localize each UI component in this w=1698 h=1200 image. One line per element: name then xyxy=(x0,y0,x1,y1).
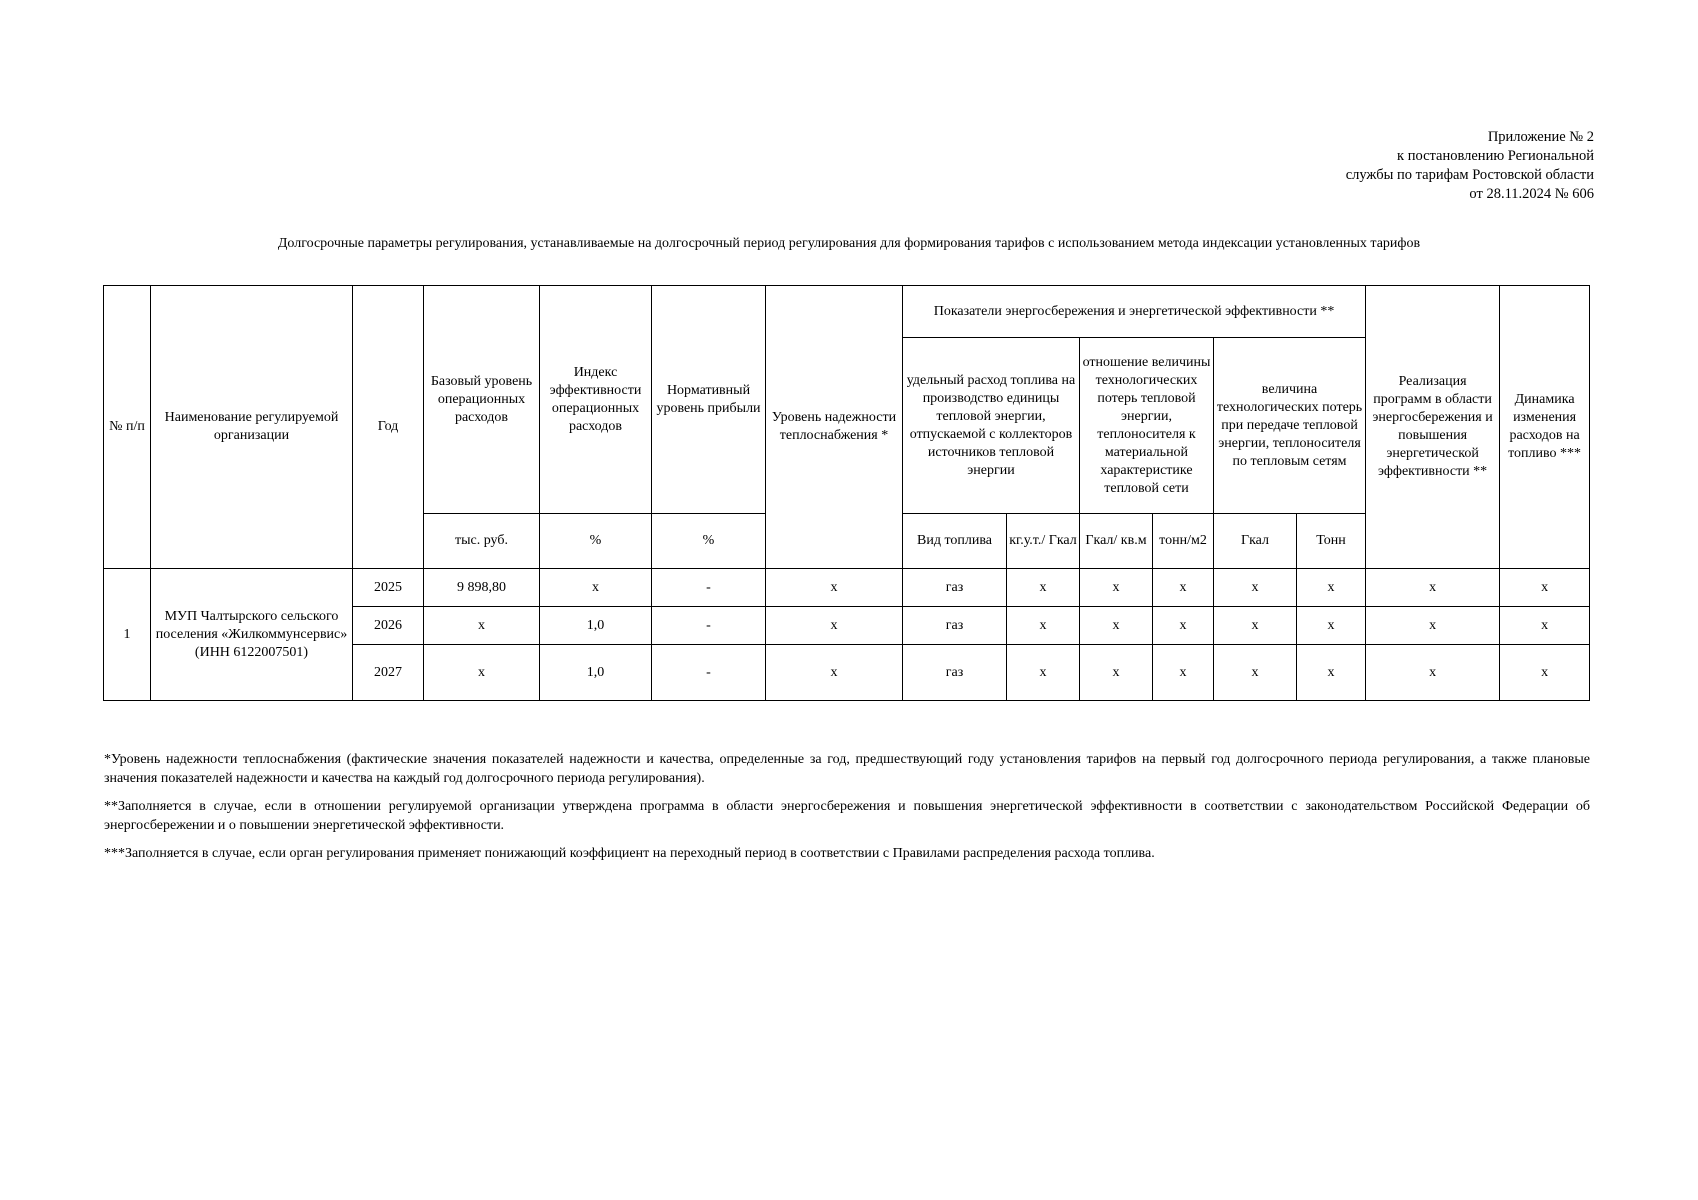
unit-gcal-m: Гкал/ кв.м xyxy=(1080,514,1153,569)
unit-kgut: кг.у.т./ Гкал xyxy=(1007,514,1080,569)
unit-profit-level: % xyxy=(652,514,766,569)
regulation-parameters-table xyxy=(103,285,1590,701)
cell-kgut: х xyxy=(1007,569,1080,607)
appendix-date: от 28.11.2024 № 606 xyxy=(1469,186,1594,202)
cell-reliability: х xyxy=(766,569,903,607)
header-specific-fuel: удельный расход топлива на производство единицы тепловой энергии, отпускаемой с коллекторов источников тепловой энергии xyxy=(903,338,1080,514)
cell-ton-m2: х xyxy=(1153,645,1214,701)
cell-profit-level: - xyxy=(652,607,766,645)
footnotes xyxy=(104,750,1590,872)
cell-gcal-m: х xyxy=(1080,569,1153,607)
unit-tonn: Тонн xyxy=(1297,514,1366,569)
header-loss-ratio: отношение величины технологических потерь тепловой энергии, теплоносителя к материальной характеристике тепловой сети xyxy=(1080,338,1214,514)
cell-profit-level: - xyxy=(652,569,766,607)
cell-ton-m2: х xyxy=(1153,569,1214,607)
header-num: № п/п xyxy=(104,286,151,569)
cell-base-level: х xyxy=(424,607,540,645)
table-row xyxy=(104,569,1590,607)
appendix-reference xyxy=(1346,128,1594,204)
cell-efficiency-index: х xyxy=(540,569,652,607)
footnote-reliability: *Уровень надежности теплоснабжения (фактические значения показателей надежности и качества, определенные за год, предшествующий году установления тарифов на первый год долгосрочного периода регулирования, а также плановые значения показателей надежности и качества на каждый год долгосрочного периода регулирования). xyxy=(104,752,1590,786)
cell-kgut: х xyxy=(1007,607,1080,645)
cell-gcal: х xyxy=(1214,569,1297,607)
unit-efficiency-index: % xyxy=(540,514,652,569)
header-reliability: Уровень надежности теплоснабжения * xyxy=(766,286,903,569)
header-profit-level: Нормативный уровень прибыли xyxy=(652,286,766,514)
header-base-level: Базовый уровень операционных расходов xyxy=(424,286,540,514)
unit-ton-m2: тонн/м2 xyxy=(1153,514,1214,569)
header-fuel-dynamics: Динамика изменения расходов на топливо *** xyxy=(1500,286,1590,569)
cell-ton-m2: х xyxy=(1153,607,1214,645)
cell-fuel-type: газ xyxy=(903,607,1007,645)
cell-year: 2026 xyxy=(353,607,424,645)
appendix-authority: службы по тарифам Ростовской области xyxy=(1345,167,1594,183)
cell-base-level: х xyxy=(424,645,540,701)
cell-tonn: х xyxy=(1297,607,1366,645)
footnote-energy-program: **Заполняется в случае, если в отношении регулируемой организации утверждена программа в области энергосбережения и повышения энергетической эффективности в соответствии с законодательством Российской Федерации об энергосбережении и о повышении энергетической эффективности. xyxy=(104,799,1590,833)
cell-programs: х xyxy=(1366,569,1500,607)
cell-base-level: 9 898,80 xyxy=(424,569,540,607)
cell-tonn: х xyxy=(1297,569,1366,607)
header-org: Наименование регулируемой организации xyxy=(151,286,353,569)
cell-programs: х xyxy=(1366,645,1500,701)
org-name: МУП Чалтырского сельского поселения «Жилкоммунсервис» (ИНН 6122007501) xyxy=(151,569,353,701)
appendix-resolution: к постановлению Региональной xyxy=(1397,148,1594,164)
cell-kgut: х xyxy=(1007,645,1080,701)
cell-reliability: х xyxy=(766,645,903,701)
cell-gcal-m: х xyxy=(1080,607,1153,645)
cell-fuel-dynamics: х xyxy=(1500,645,1590,701)
unit-gcal: Гкал xyxy=(1214,514,1297,569)
org-number: 1 xyxy=(104,569,151,701)
unit-fuel-type: Вид топлива xyxy=(903,514,1007,569)
cell-fuel-type: газ xyxy=(903,645,1007,701)
footnote-fuel-coefficient: ***Заполняется в случае, если орган регулирования применяет понижающий коэффициент на переходный период в соответствии с Правилами распределения расхода топлива. xyxy=(104,846,1155,861)
header-programs: Реализация программ в области энергосбережения и повышения энергетической эффективности ** xyxy=(1366,286,1500,569)
unit-base-level: тыс. руб. xyxy=(424,514,540,569)
cell-reliability: х xyxy=(766,607,903,645)
cell-gcal-m: х xyxy=(1080,645,1153,701)
cell-efficiency-index: 1,0 xyxy=(540,607,652,645)
cell-gcal: х xyxy=(1214,607,1297,645)
cell-year: 2025 xyxy=(353,569,424,607)
cell-year: 2027 xyxy=(353,645,424,701)
header-year: Год xyxy=(353,286,424,569)
header-energy-group: Показатели энергосбережения и энергетической эффективности ** xyxy=(903,286,1366,338)
cell-profit-level: - xyxy=(652,645,766,701)
cell-tonn: х xyxy=(1297,645,1366,701)
cell-fuel-type: газ xyxy=(903,569,1007,607)
appendix-number: Приложение № 2 xyxy=(1487,129,1594,145)
cell-efficiency-index: 1,0 xyxy=(540,645,652,701)
cell-fuel-dynamics: х xyxy=(1500,607,1590,645)
cell-fuel-dynamics: х xyxy=(1500,569,1590,607)
header-loss-value: величина технологических потерь при передаче тепловой энергии, теплоносителя по тепловым сетям xyxy=(1214,338,1366,514)
document-title: Долгосрочные параметры регулирования, устанавливаемые на долгосрочный период регулирования для формирования тарифов с использованием метода индексации установленных тарифов xyxy=(277,236,1421,251)
header-efficiency-index: Индекс эффективности операционных расходов xyxy=(540,286,652,514)
cell-gcal: х xyxy=(1214,645,1297,701)
cell-programs: х xyxy=(1366,607,1500,645)
